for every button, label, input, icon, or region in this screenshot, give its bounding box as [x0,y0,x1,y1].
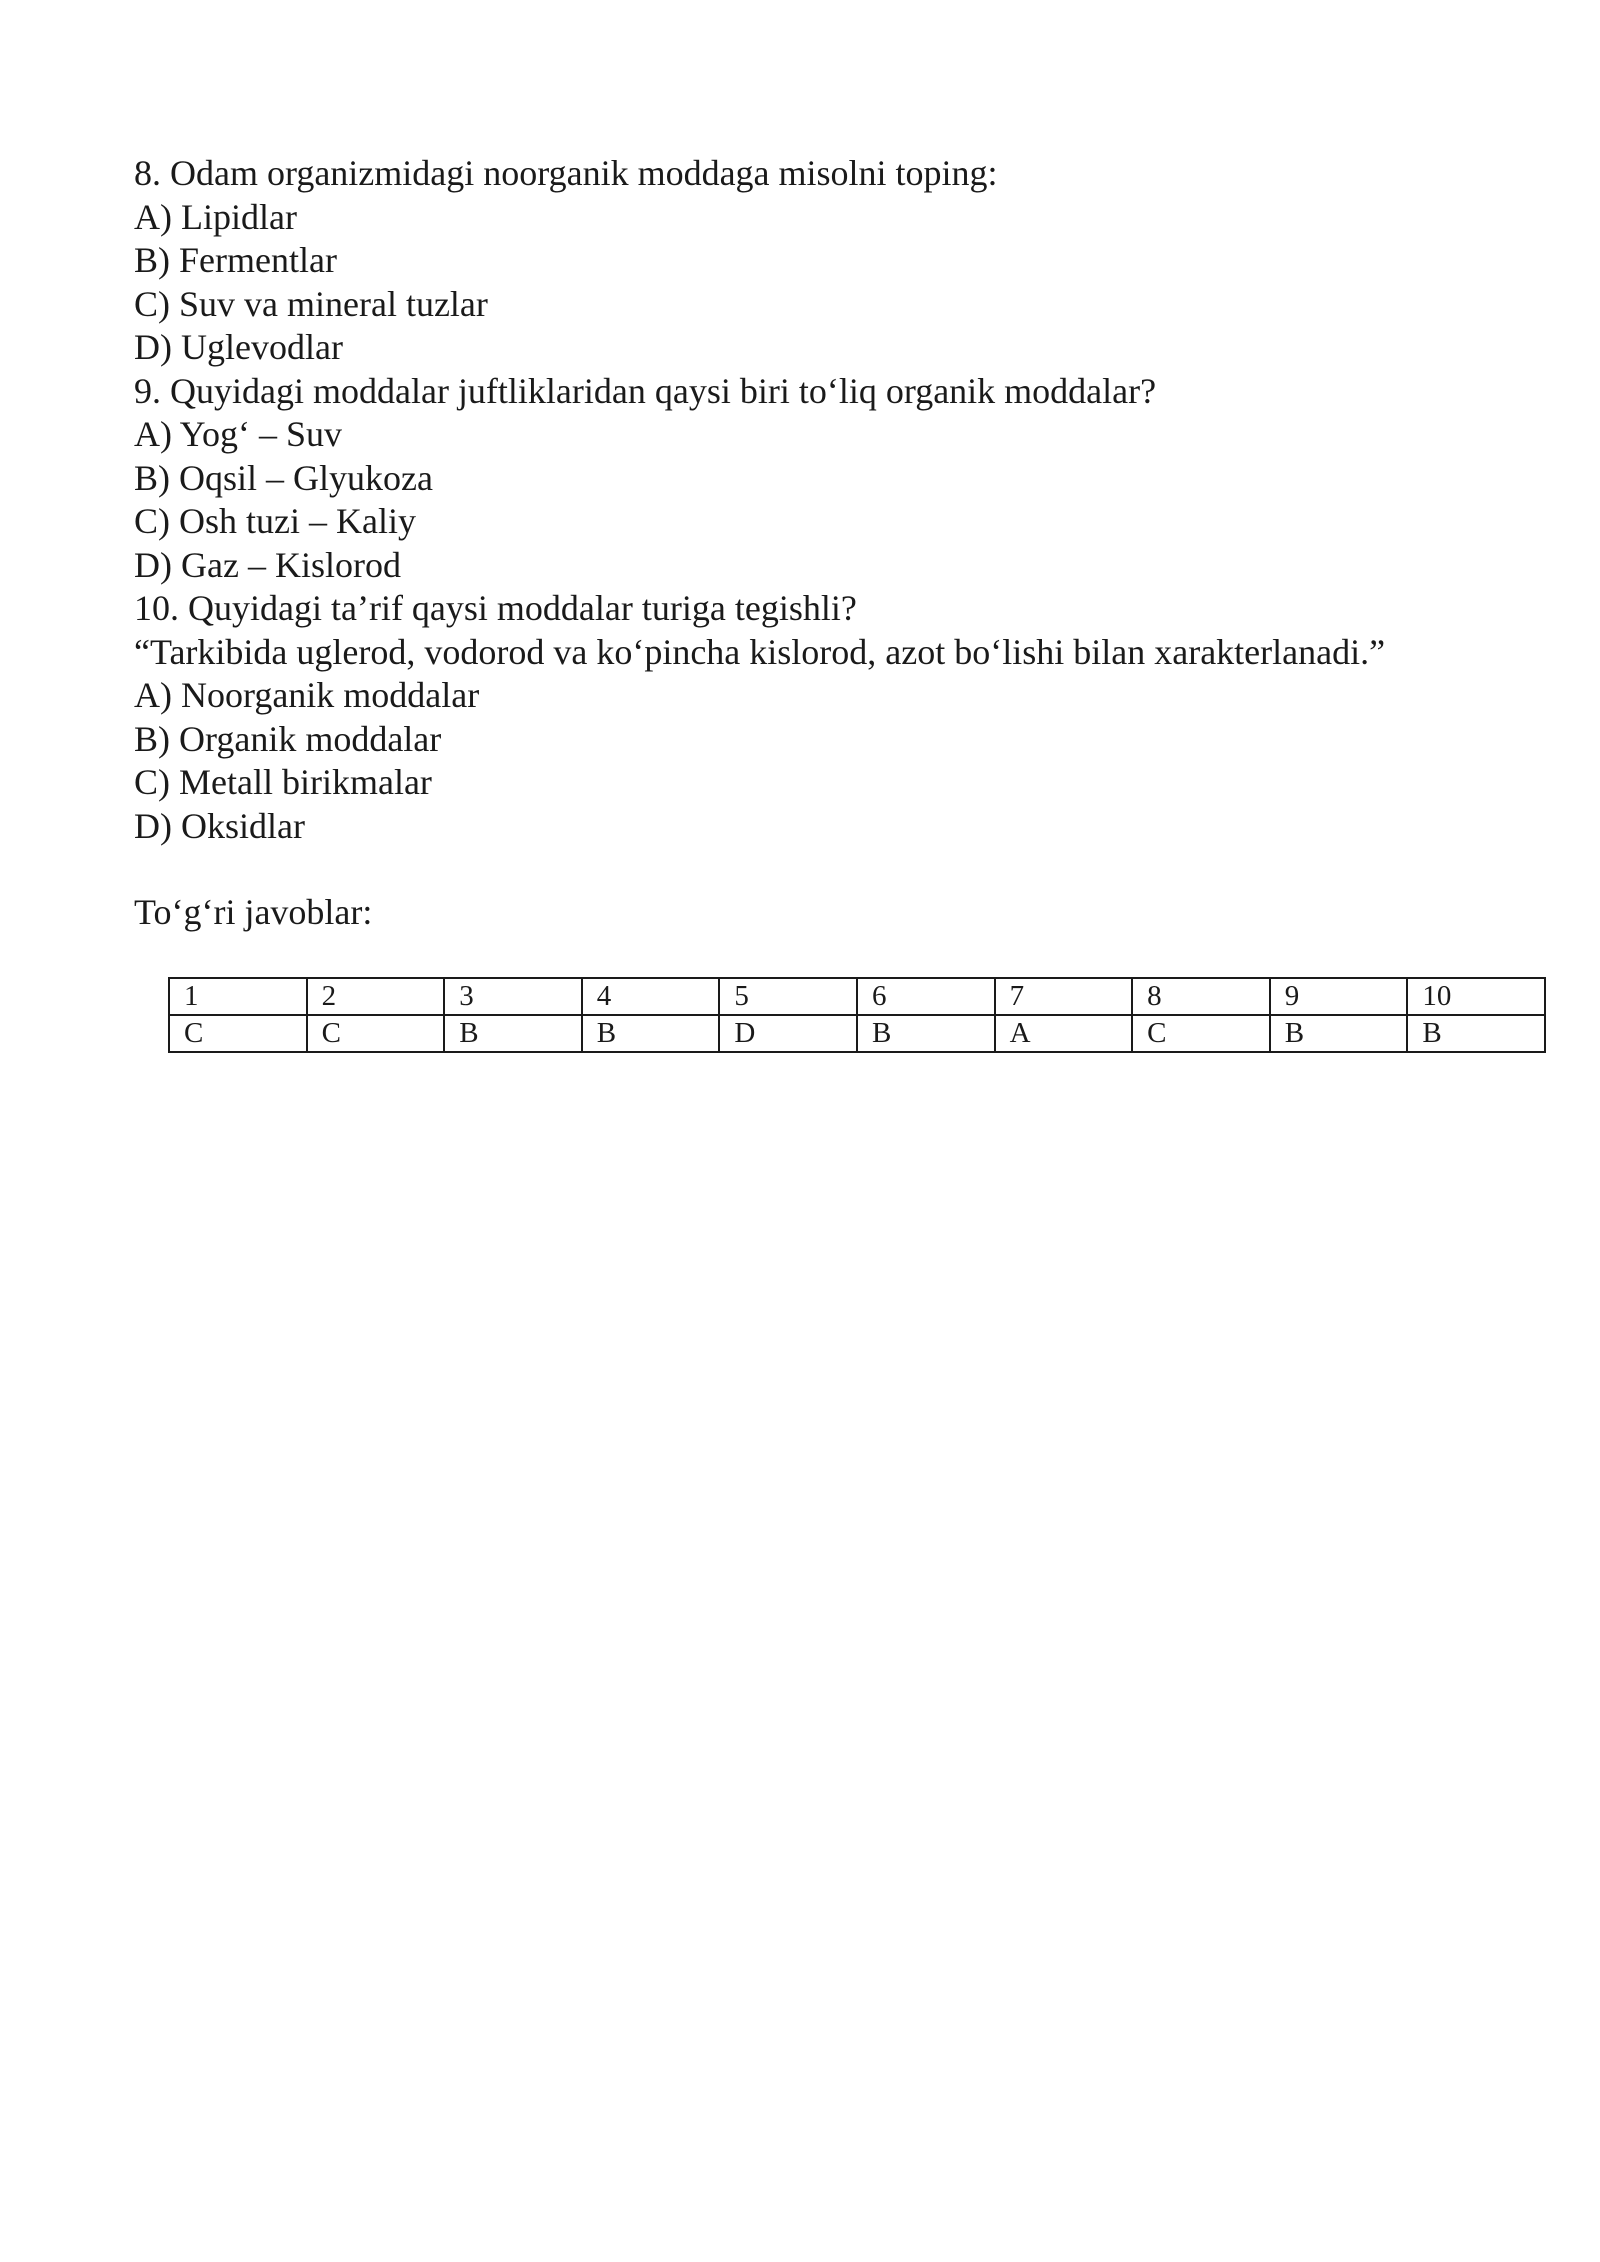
answer-number-cell: 5 [719,978,857,1015]
question-10-option-d: D) Oksidlar [134,805,305,846]
question-8-text: 8. Odam organizmidagi noorganik moddaga misolni toping: [134,153,998,193]
answer-number-cell: 7 [995,978,1133,1015]
answer-number-cell: 6 [857,978,995,1015]
question-9-option-c: C) Osh tuzi – Kaliy [134,501,416,541]
answer-letter-cell: A [995,1015,1133,1052]
answer-number-cell: 4 [582,978,720,1015]
answers-number-row [169,978,1545,1015]
question-8-option-a: A) Lipidlar [134,196,297,237]
question-9-text: 9. Quyidagi moddalar juftliklaridan qaysi biri to‘liq organik moddalar? [134,370,1157,411]
answer-number-cell: 2 [307,978,445,1015]
answer-number-cell: 10 [1407,978,1545,1015]
question-10-text: 10. Quyidagi ta’rif qaysi moddalar turiga tegishli? [134,588,857,628]
answer-letter-cell: B [1270,1015,1408,1052]
answer-letter-cell: C [307,1015,445,1052]
answers-letter-row [169,1015,1545,1052]
question-10-option-b: B) Organik moddalar [134,718,442,759]
answer-letter-cell: D [719,1015,857,1052]
answer-number-cell: 8 [1132,978,1270,1015]
question-8-option-c: C) Suv va mineral tuzlar [134,283,488,324]
answer-letter-cell: B [444,1015,582,1052]
question-10-quote: “Tarkibida uglerod, vodorod va ko‘pincha kislorod, azot bo‘lishi bilan xarakterlanadi.” [134,631,1386,672]
answers-heading: To‘g‘ri javoblar: [134,892,373,932]
question-9-option-b: B) Oqsil – Glyukoza [134,457,433,498]
answer-letter-cell: C [1132,1015,1270,1052]
question-8-option-b: B) Fermentlar [134,240,337,280]
answer-number-cell: 3 [444,978,582,1015]
answer-number-cell: 1 [169,978,307,1015]
answer-letter-cell: C [169,1015,307,1052]
answer-number-cell: 9 [1270,978,1408,1015]
question-8-option-d: D) Uglevodlar [134,327,343,367]
question-9-option-a: A) Yog‘ – Suv [134,414,343,454]
question-9-option-d: D) Gaz – Kislorod [134,544,401,585]
answer-letter-cell: B [582,1015,720,1052]
question-10-option-a: A) Noorganik moddalar [134,675,480,715]
answer-letter-cell: B [857,1015,995,1052]
blank-line [134,848,1554,891]
answers-table [168,977,1546,1053]
answer-letter-cell: B [1407,1015,1545,1052]
question-10-option-c: C) Metall birikmalar [134,762,432,802]
document-page [134,152,1554,935]
